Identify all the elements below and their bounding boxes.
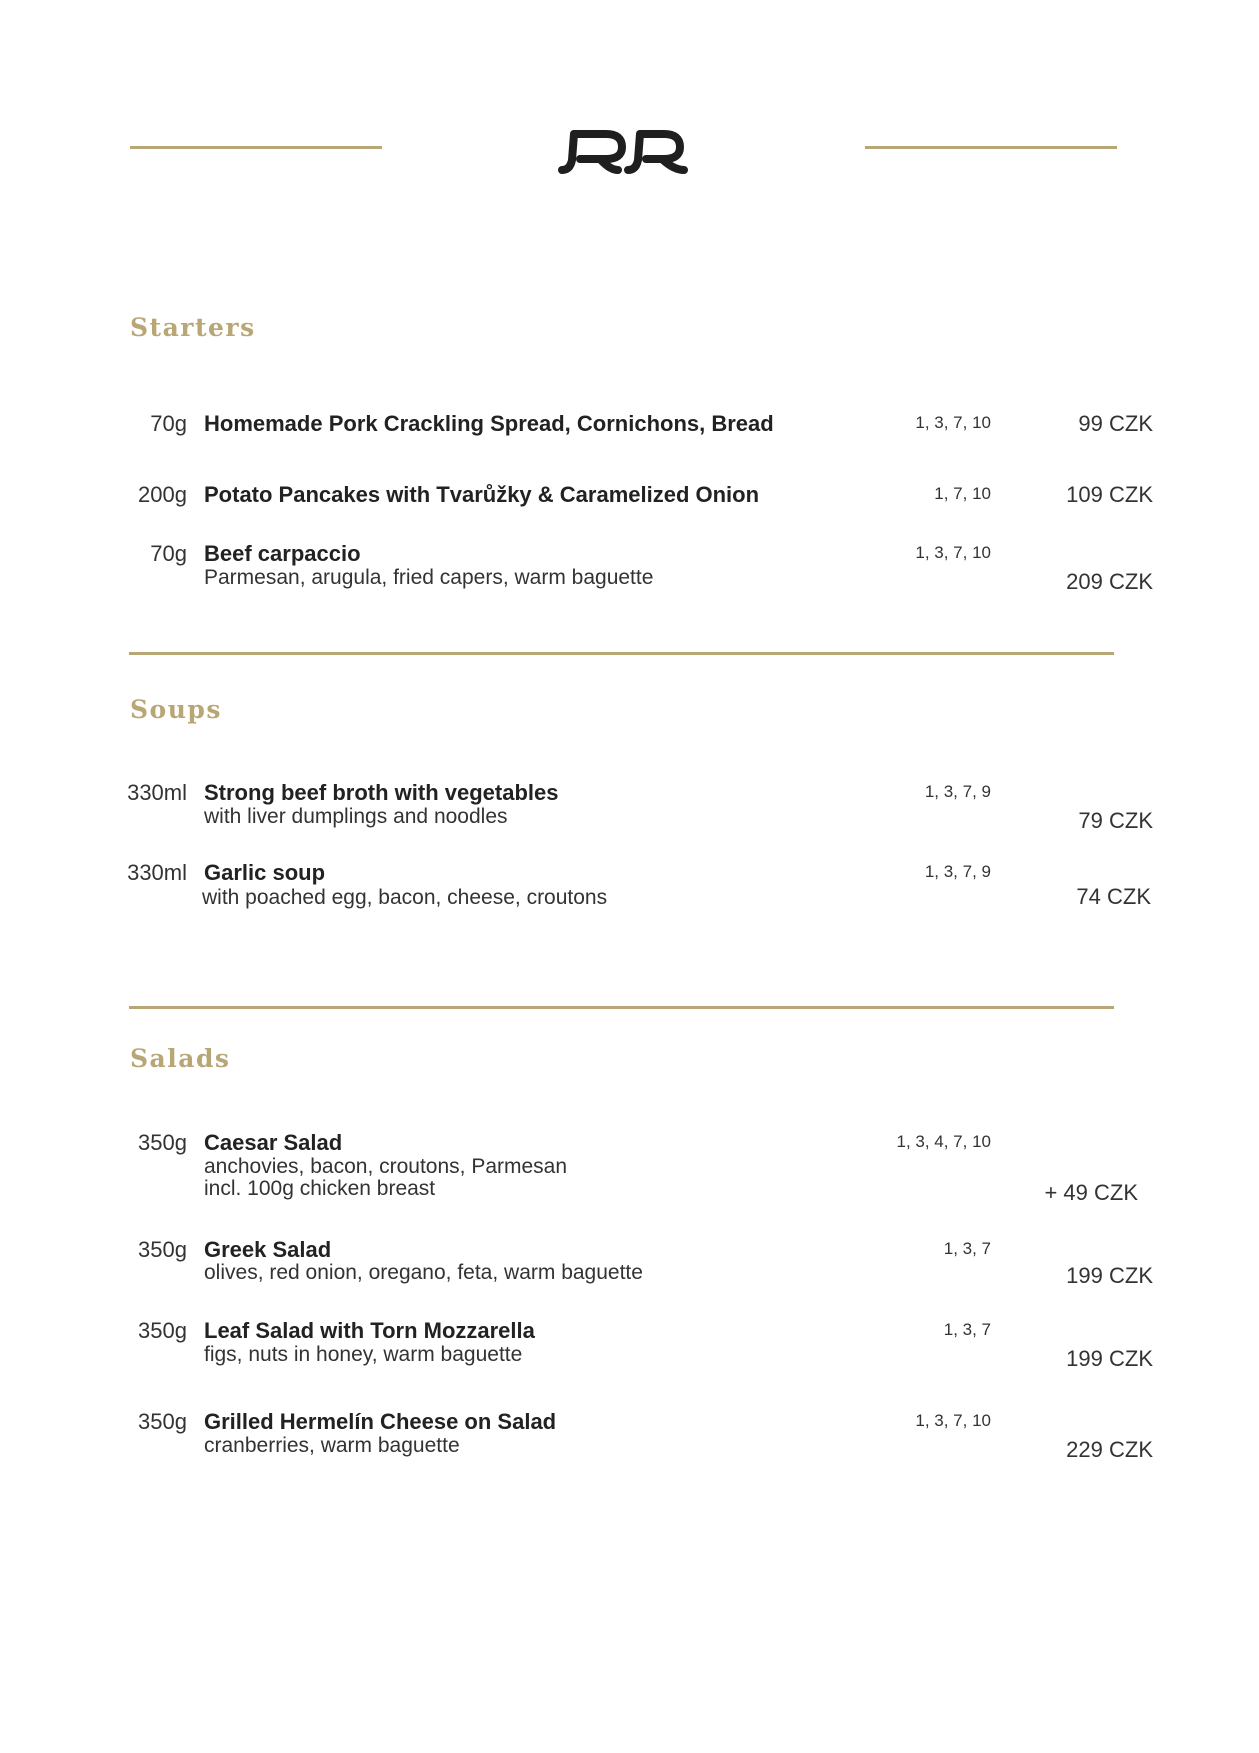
section-divider — [129, 1006, 1114, 1009]
header-rule-right — [865, 146, 1117, 149]
item-name: Garlic soup — [204, 860, 326, 885]
item-quantity: 350g — [138, 1237, 187, 1262]
section-divider — [129, 652, 1114, 655]
menu-item — [0, 860, 1259, 950]
item-name: Grilled Hermelín Cheese on Salad — [204, 1409, 557, 1434]
item-price: 79 CZK — [1078, 808, 1153, 833]
item-description: with liver dumplings and noodles — [204, 805, 508, 828]
item-description-extra: incl. 100g chicken breast — [204, 1177, 436, 1200]
item-quantity: 350g — [138, 1409, 187, 1434]
item-allergens: 1, 3, 7, 9 — [924, 862, 991, 881]
item-allergens: 1, 3, 7, 9 — [924, 782, 991, 801]
menu-item — [0, 1237, 1259, 1327]
item-price: 74 CZK — [1076, 884, 1151, 909]
item-price: 199 CZK — [1066, 1346, 1153, 1371]
menu-item — [0, 1130, 1259, 1220]
section-title-soups: Soups — [130, 695, 222, 724]
item-allergens: 1, 7, 10 — [934, 484, 991, 503]
item-allergens: 1, 3, 7, 10 — [915, 413, 991, 432]
item-description: figs, nuts in honey, warm baguette — [204, 1343, 523, 1366]
item-price: 209 CZK — [1066, 569, 1153, 594]
item-price: + 49 CZK — [1044, 1180, 1138, 1205]
item-allergens: 1, 3, 7 — [943, 1239, 991, 1258]
menu-item — [0, 780, 1259, 870]
item-quantity: 350g — [138, 1318, 187, 1343]
menu-item — [0, 541, 1259, 631]
item-quantity: 350g — [138, 1130, 187, 1155]
item-quantity: 330ml — [127, 780, 187, 805]
item-price: 99 CZK — [1078, 411, 1153, 436]
section-title-salads: Salads — [130, 1044, 231, 1073]
item-name: Strong beef broth with vegetables — [204, 780, 559, 805]
item-allergens: 1, 3, 7, 10 — [915, 543, 991, 562]
item-allergens: 1, 3, 7 — [943, 1320, 991, 1339]
item-name: Caesar Salad — [204, 1130, 343, 1155]
header-rule-left — [130, 146, 382, 149]
item-price: 229 CZK — [1066, 1437, 1153, 1462]
menu-item — [0, 1318, 1259, 1408]
item-price: 199 CZK — [1066, 1263, 1153, 1288]
item-description: Parmesan, arugula, fried capers, warm baguette — [204, 566, 654, 589]
item-name: Homemade Pork Crackling Spread, Cornichons, Bread — [204, 411, 774, 436]
item-description: with poached egg, bacon, cheese, croutons — [202, 886, 608, 909]
item-allergens: 1, 3, 7, 10 — [915, 1411, 991, 1430]
rr-monogram-logo — [556, 126, 690, 178]
item-quantity: 330ml — [127, 860, 187, 885]
item-name: Greek Salad — [204, 1237, 332, 1262]
item-price: 109 CZK — [1066, 482, 1153, 507]
item-name: Beef carpaccio — [204, 541, 361, 566]
item-quantity: 70g — [150, 411, 187, 436]
item-description: cranberries, warm baguette — [204, 1434, 460, 1457]
item-quantity: 200g — [138, 482, 187, 507]
item-name: Leaf Salad with Torn Mozzarella — [204, 1318, 535, 1343]
item-description: olives, red onion, oregano, feta, warm baguette — [204, 1261, 643, 1284]
section-title-starters: Starters — [130, 313, 256, 342]
item-name: Potato Pancakes with Tvarůžky & Caramelized Onion — [204, 482, 760, 507]
menu-item — [0, 1409, 1259, 1499]
item-quantity: 70g — [150, 541, 187, 566]
item-allergens: 1, 3, 4, 7, 10 — [896, 1132, 991, 1151]
item-description: anchovies, bacon, croutons, Parmesan — [204, 1155, 568, 1178]
